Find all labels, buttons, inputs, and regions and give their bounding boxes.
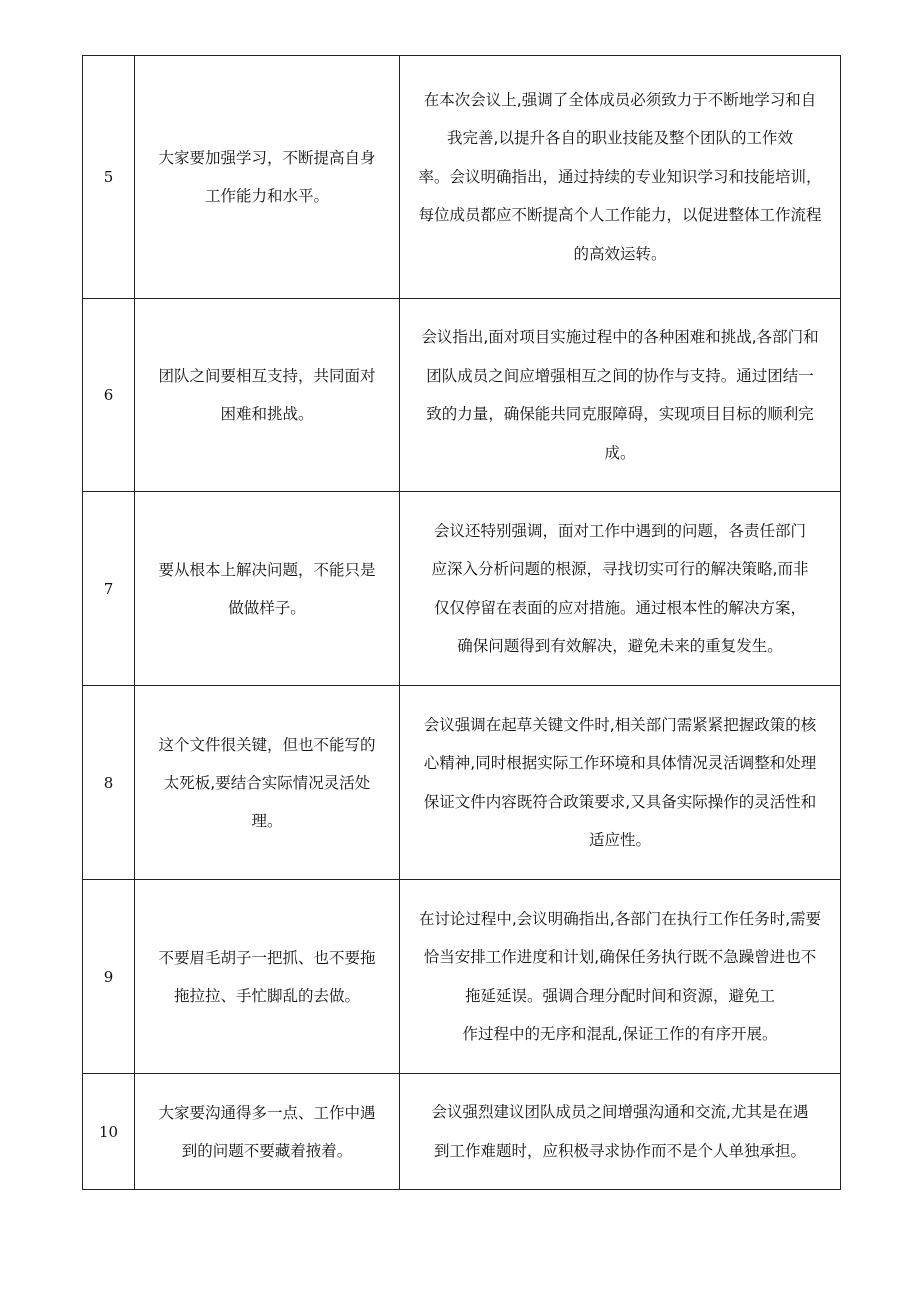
row-number: 7 xyxy=(83,492,135,686)
row-number: 10 xyxy=(83,1074,135,1190)
topic-line: 工作能力和水平。 xyxy=(204,187,329,205)
row-detail xyxy=(400,492,841,686)
row-detail xyxy=(400,1074,841,1190)
table-row xyxy=(83,880,841,1074)
row-topic xyxy=(135,880,400,1074)
detail-line: 拖延延误。强调合理分配时间和资源，避免工 xyxy=(464,986,775,1005)
detail-line: 保证文件内容既符合政策要求,又具备实际操作的灵活性和 xyxy=(423,792,817,811)
detail-line: 成。 xyxy=(604,443,636,462)
row-number: 8 xyxy=(83,686,135,880)
topic-line: 到的问题不要藏着掖着。 xyxy=(181,1141,353,1160)
row-detail xyxy=(400,880,841,1074)
row-detail xyxy=(400,56,841,299)
topic-line: 这个文件很关键，但也不能写的 xyxy=(158,735,376,754)
detail-line: 在本次会议上,强调了全体成员必须致力于不断地学习和自 xyxy=(423,90,817,109)
detail-line: 仅仅停留在表面的应对措施。通过根本性的解决方案， xyxy=(433,598,806,617)
detail-line: 致的力量，确保能共同克服障碍，实现项目目标的顺利完 xyxy=(426,405,814,423)
row-topic xyxy=(135,492,400,686)
table-row xyxy=(83,1074,841,1190)
topic-line: 困难和挑战。 xyxy=(220,405,314,423)
detail-line: 会议强调在起草关键文件时,相关部门需紧紧把握政策的核 xyxy=(423,715,817,734)
row-detail xyxy=(400,686,841,880)
table-row xyxy=(83,299,841,492)
detail-line: 的高效运转。 xyxy=(573,244,667,263)
detail-line: 恰当安排工作进度和计划,确保任务执行既不急躁曾进也不 xyxy=(423,948,817,966)
row-topic xyxy=(135,56,400,299)
detail-line: 心精神,同时根据实际工作环境和具体情况灵活调整和处理 xyxy=(423,754,817,772)
topic-line: 要从根本上解决问题，不能只是 xyxy=(158,560,376,579)
topic-line: 团队之间要相互支持，共同面对 xyxy=(158,367,376,385)
detail-line: 作过程中的无序和混乱,保证工作的有序开展。 xyxy=(462,1025,778,1043)
table-row xyxy=(83,56,841,299)
detail-line: 适应性。 xyxy=(588,831,651,849)
meeting-points-table xyxy=(82,55,841,1190)
topic-line: 大家要加强学习，不断提高自身 xyxy=(158,149,376,167)
detail-line: 会议还特别强调，面对工作中遇到的问题，各责任部门 xyxy=(433,521,806,540)
row-number: 6 xyxy=(83,299,135,492)
detail-line: 确保问题得到有效解决，避免未来的重复发生。 xyxy=(457,637,783,655)
table-row xyxy=(83,686,841,880)
topic-line: 太死板,要结合实际情况灵活处 xyxy=(163,773,371,792)
detail-line: 率。会议明确指出，通过持续的专业知识学习和技能培训， xyxy=(418,167,822,186)
detail-line: 到工作难题时，应积极寻求协作而不是个人单独承担。 xyxy=(433,1141,806,1160)
row-topic xyxy=(135,299,400,492)
row-detail xyxy=(400,299,841,492)
detail-line: 每位成员都应不断提高个人工作能力，以促进整体工作流程 xyxy=(418,206,822,225)
detail-line: 我完善,以提升各自的职业技能及整个团队的工作效 xyxy=(447,129,793,148)
row-number: 5 xyxy=(83,56,135,299)
row-number: 9 xyxy=(83,880,135,1074)
detail-line: 会议强烈建议团队成员之间增强沟通和交流,尤其是在遇 xyxy=(431,1103,809,1121)
detail-line: 团队成员之间应增强相互之间的协作与支持。通过团结一 xyxy=(426,366,814,385)
detail-line: 应深入分析问题的根源，寻找切实可行的解决策略,而非 xyxy=(431,560,809,578)
topic-line: 不要眉毛胡子一把抓、也不要拖 xyxy=(158,948,376,967)
detail-line: 会议指出,面对项目实施过程中的各种困难和挑战,各部门和 xyxy=(421,328,819,346)
row-topic xyxy=(135,686,400,880)
topic-line: 做做样子。 xyxy=(228,598,306,617)
detail-line: 在讨论过程中,会议明确指出,各部门在执行工作任务时,需要 xyxy=(418,909,822,928)
topic-line: 理。 xyxy=(251,811,283,830)
table-body xyxy=(83,56,841,1190)
row-topic xyxy=(135,1074,400,1190)
topic-line: 大家要沟通得多一点、工作中遇 xyxy=(158,1103,376,1122)
table-row xyxy=(83,492,841,686)
topic-line: 拖拉拉、手忙脚乱的去做。 xyxy=(173,986,360,1005)
